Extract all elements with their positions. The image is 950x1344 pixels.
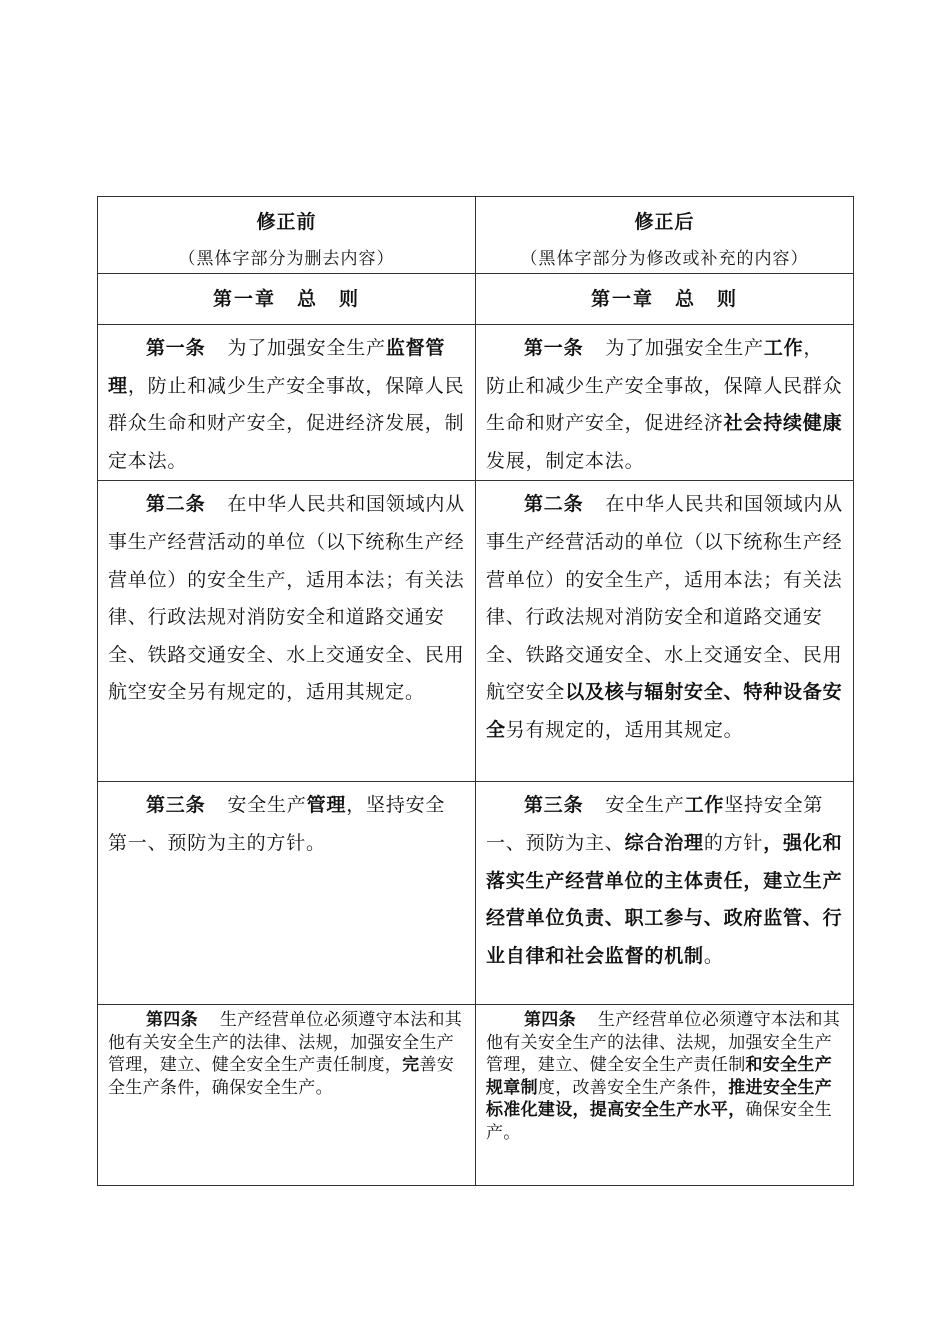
- bold-segment: 社会持续健康: [723, 412, 843, 435]
- chapter-row: [98, 274, 854, 325]
- chapter-before: 第一章 总 则: [98, 274, 476, 325]
- article-3-before-cell: [98, 782, 476, 1005]
- article-text: [98, 1005, 475, 1099]
- chapter-after: 第一章 总 则: [476, 274, 854, 325]
- text-segment: 为了加强安全生产: [605, 337, 764, 359]
- bold-segment: 第四条: [146, 1010, 198, 1031]
- text-segment: 生产经营单位必须遵守本法和其他有关安全生产的法律、法规，加强安全生产管理，建立、健全安全生产责任制: [486, 1010, 841, 1076]
- before-note: （黑体字部分为删去内容）: [178, 249, 395, 269]
- text-segment: 安全生产: [227, 794, 307, 817]
- text-segment: 在中华人民共和国领域内从事生产经营活动的单位（以下统称生产经营单位）的安全生产，适用本法；有关法律、行政法规对消防安全和道路交通安全、铁路交通安全、水上交通安全、民用航空安全另有规定的，适用其规定。: [108, 493, 466, 704]
- article-row: [98, 1005, 854, 1186]
- article-text: [476, 325, 853, 480]
- bold-segment: 推进安全生产标准化建设，提高安全生产水平，: [486, 1077, 833, 1121]
- bold-segment: 第三条: [524, 794, 584, 817]
- bold-segment: 第二条: [524, 493, 584, 516]
- after-header-cell: [476, 197, 854, 274]
- bold-segment: 工作: [763, 337, 804, 359]
- text-segment: ，坚持安全第一、预防为主的方针。: [108, 794, 446, 854]
- before-title: 修正前: [256, 211, 317, 233]
- text-segment: 的方针: [703, 831, 764, 854]
- text-segment: 。: [703, 944, 724, 967]
- text-segment: 另有规定的，适用其规定。: [505, 718, 744, 741]
- bold-segment: 第四条: [524, 1010, 576, 1031]
- text-segment: 发展，制定本法。: [486, 449, 645, 472]
- article-text: [476, 481, 853, 749]
- text-segment: ，防止和减少生产安全事故，保障人民群众生命和财产安全，促进经济发展，制定本法。: [108, 374, 465, 472]
- text-segment: 善安全生产条件，确保安全生产。: [108, 1055, 455, 1098]
- comparison-table: [97, 196, 854, 1186]
- bold-segment: 管理: [306, 794, 347, 817]
- text-segment: 为了加强安全生产: [227, 337, 386, 359]
- text-segment: 安全生产: [605, 794, 685, 817]
- bold-segment: 完: [402, 1055, 420, 1076]
- article-text: [476, 1005, 853, 1144]
- article-row: [98, 782, 854, 1005]
- text-segment: 坚持安全第一、预防为主、: [486, 794, 824, 854]
- article-2-after-cell: [476, 481, 854, 782]
- bold-segment: 工作: [684, 794, 725, 817]
- bold-segment: 综合治理: [624, 831, 704, 854]
- text-segment: 度，改善安全生产条件，: [537, 1077, 729, 1098]
- text-segment: 生产经营单位必须遵守本法和其他有关安全生产的法律、法规，加强安全生产管理，建立、健全安全生产责任制度，: [108, 1010, 463, 1076]
- header-row: [98, 197, 854, 274]
- article-text: [476, 782, 853, 975]
- article-row: [98, 481, 854, 782]
- bold-segment: 第三条: [146, 794, 206, 817]
- article-row: [98, 325, 854, 481]
- article-4-after-cell: [476, 1005, 854, 1186]
- bold-segment: 和安全生产规章制: [486, 1055, 832, 1098]
- bold-segment: 第一条: [524, 337, 584, 359]
- bold-segment: ，强化和落实生产经营单位的主体责任，建立生产经营单位负责、职工参与、政府监管、行业自律和社会监督的机制: [486, 831, 843, 967]
- article-1-before-cell: [98, 325, 476, 481]
- article-3-after-cell: [476, 782, 854, 1005]
- before-header-cell: [98, 197, 476, 274]
- bold-segment: 第一条: [146, 337, 206, 359]
- bold-segment: 监督管理: [108, 337, 446, 397]
- text-segment: ，防止和减少生产安全事故，保障人民群众生命和财产安全，促进经济: [486, 337, 843, 435]
- article-2-before-cell: [98, 481, 476, 782]
- text-segment: 确保安全生产。: [486, 1100, 832, 1143]
- bold-segment: 第二条: [146, 493, 206, 516]
- text-segment: 在中华人民共和国领域内从事生产经营活动的单位（以下统称生产经营单位）的安全生产，适用本法；有关法律、行政法规对消防安全和道路交通安全、铁路交通安全、水上交通安全、民用航空安全: [486, 493, 844, 704]
- article-text: [98, 481, 475, 712]
- article-1-after-cell: [476, 325, 854, 481]
- after-note: （黑体字部分为修改或补充的内容）: [520, 249, 809, 269]
- article-4-before-cell: [98, 1005, 476, 1186]
- after-title: 修正后: [634, 211, 695, 233]
- article-text: [98, 782, 475, 862]
- article-text: [98, 325, 475, 480]
- bold-segment: 以及核与辐射安全、特种设备安全: [486, 681, 843, 741]
